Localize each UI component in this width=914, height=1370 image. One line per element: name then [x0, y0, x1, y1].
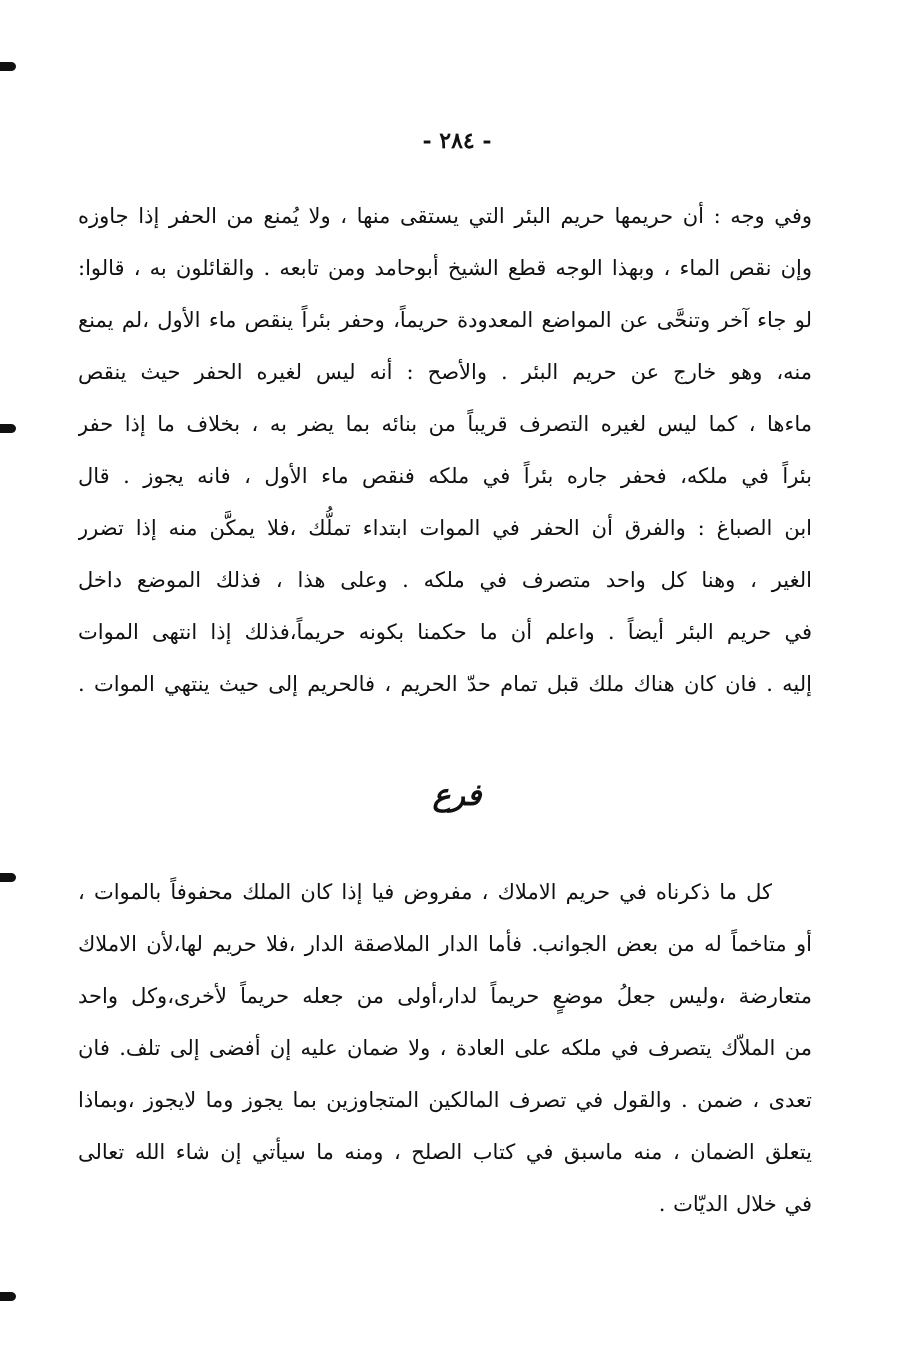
text-line: الغير ، وهنا كل واحد متصرف في ملكه . وعلى هذا ، فذلك الموضع داخل	[78, 568, 812, 592]
scan-edge-mark	[0, 62, 16, 71]
text-line: إليه . فان كان هناك ملك قبل تمام حدّ الحريم ، فالحريم إلى حيث ينتهي الموات .	[78, 672, 812, 696]
text-line: يتعلق الضمان ، منه ماسبق في كتاب الصلح ، ومنه ما سيأتي إن شاء الله تعالى	[78, 1140, 812, 1164]
text-line: بئراً في ملكه، فحفر جاره بئراً في ملكه فنقص ماء الأول ، فانه يجوز . قال	[78, 464, 812, 488]
text-line: منه، وهو خارج عن حريم البئر . والأصح : أنه ليس لغيره الحفر حيث ينقص	[78, 360, 812, 384]
text-line: تعدى ، ضمن . والقول في تصرف المالكين المتجاوزين بما يجوز وما لايجوز ،وبماذا	[78, 1088, 812, 1112]
text-line: في خلال الديّات .	[658, 1192, 812, 1216]
text-line: متعارضة ،وليس جعلُ موضعٍ حريماً لدار،أولى من جعله حريماً لأخرى،وكل واحد	[78, 984, 812, 1008]
text-line: ابن الصباغ : والفرق أن الحفر في الموات ابتداء تملُّك ،فلا يمكَّن منه إذا تضرر	[78, 516, 812, 540]
page-number: - ٢٨٤ -	[422, 128, 492, 154]
scan-edge-mark	[0, 873, 16, 882]
text-line: وإن نقص الماء ، وبهذا الوجه قطع الشيخ أبوحامد ومن تابعه . والقائلون به ، قالوا:	[78, 256, 812, 280]
text-line: من الملاّك يتصرف في ملكه على العادة ، ولا ضمان عليه إن أفضى إلى تلف. فان	[78, 1036, 812, 1060]
scan-edge-mark	[0, 1292, 16, 1301]
scan-edge-mark	[0, 424, 16, 433]
paragraph-2	[78, 866, 812, 1230]
text-line: ماءها ، كما ليس لغيره التصرف قريباً من بنائه بما يضر به ، بخلاف ما إذا حفر	[78, 412, 812, 436]
text-line: لو جاء آخر وتنحَّى عن المواضع المعدودة حريماً، وحفر بئراً ينقص ماء الأول ،لم يمنع	[78, 308, 812, 332]
section-heading: فرع	[432, 778, 482, 813]
text-line: وفي وجه : أن حريمها حريم البئر التي يستقى منها ، ولا يُمنع من الحفر إذا جاوزه	[78, 204, 812, 228]
paragraph-1	[78, 190, 812, 710]
text-line: كل ما ذكرناه في حريم الاملاك ، مفروض فيا إذا كان الملك محفوفاً بالموات ،	[78, 880, 772, 904]
text-line: أو متاخماً له من بعض الجوانب. فأما الدار الملاصقة الدار ،فلا حريم لها،لأن الاملاك	[78, 932, 812, 956]
text-line: في حريم البئر أيضاً . واعلم أن ما حكمنا بكونه حريماً،فذلك إذا انتهى الموات	[78, 620, 812, 644]
